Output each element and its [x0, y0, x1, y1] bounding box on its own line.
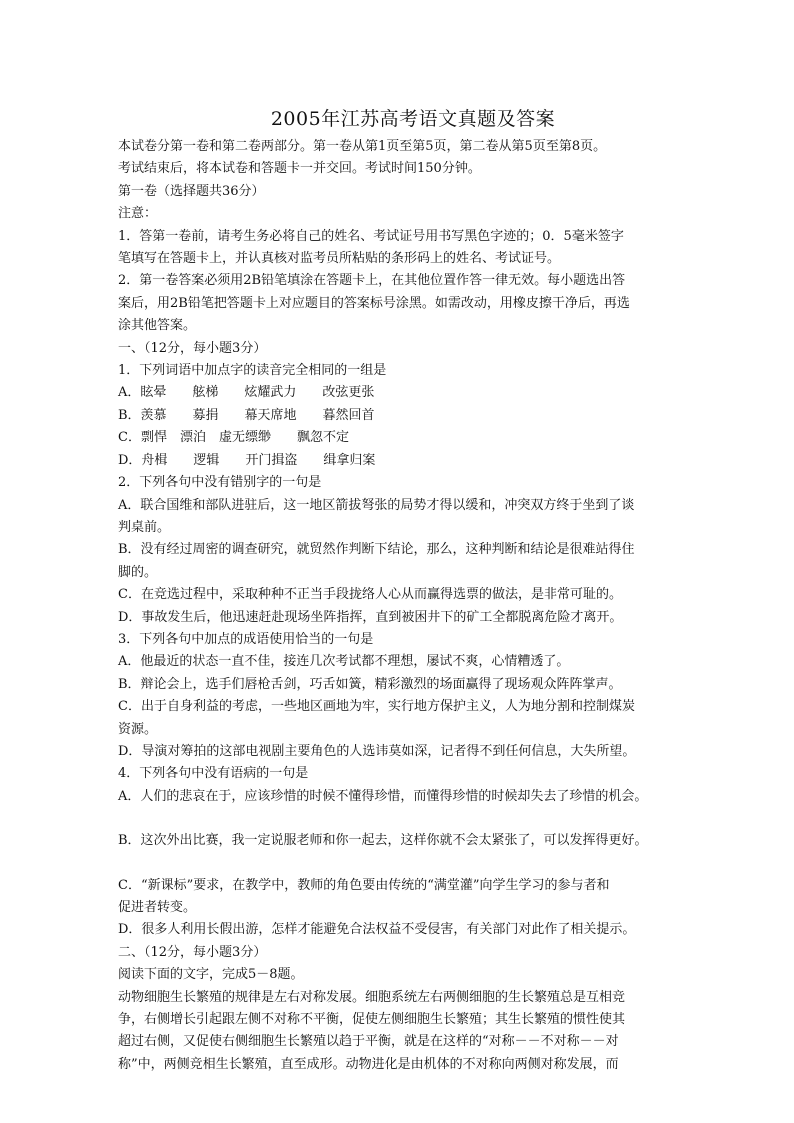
text-line: 超过右侧，又促使右侧细胞生长繁殖以趋于平衡，就是在这样的“对称－－不对称－－对 — [118, 1034, 619, 1050]
text-line: 2．第一卷答案必须用2B铅笔填涂在答题卡上，在其他位置作答一律无效。每小题选出答 — [118, 273, 626, 289]
text-line: 脚的。 — [118, 564, 158, 580]
text-line: A．他最近的状态一直不佳，接连几次考试都不理想，屡试不爽，心情糟透了。 — [118, 654, 570, 670]
text-line: 判桌前。 — [118, 519, 171, 535]
text-line: 3．下列各句中加点的成语使用恰当的一句是 — [118, 631, 374, 647]
text-line: 本试卷分第一卷和第二卷两部分。第一卷从第1页至第5页，第二卷从第5页至第8页。 — [118, 139, 607, 154]
text-line: 资源。 — [118, 721, 158, 737]
text-line: B．辩论会上，选手们唇枪舌剑，巧舌如簧，精彩激烈的场面赢得了现场观众阵阵掌声。 — [118, 676, 622, 692]
text-line: 争，右侧增长引起跟左侧不对称不平衡，促使左侧细胞生长繁殖；其生长繁殖的惯性使其 — [118, 1012, 626, 1028]
text-line: 称”中，两侧竞相生长繁殖，直至成形。动物进化是由机体的不对称向两侧对称发展，而 — [118, 1056, 619, 1072]
text-line: 第一卷（选择题共36分） — [118, 183, 265, 199]
text-line: 笔填写在答题卡上，并认真核对监考员所粘贴的条形码上的姓名、考试证号。 — [118, 251, 561, 267]
text-line: C．出于自身利益的考虑，一些地区画地为牢，实行地方保护主义，人为地分割和控制煤炭 — [118, 699, 635, 715]
text-line: 二、（12分，每小题3分） — [118, 944, 267, 960]
text-line: 一、（12分，每小题3分） — [118, 340, 267, 356]
text-line: 1．答第一卷前，请考生务必将自己的姓名、考试证号用书写黑色字迹的；0．5毫米签字 — [118, 228, 624, 244]
text-line: 1．下列词语中加点字的读音完全相同的一组是 — [118, 363, 387, 379]
text-line: 涂其他答案。 — [118, 318, 197, 334]
text-line: D．导演对筹拍的这部电视剧主要角色的人选讳莫如深，记者得不到任何信息，大失所望。 — [118, 743, 636, 759]
document-body — [118, 136, 708, 1076]
text-line — [118, 808, 708, 830]
text-line: 促进者转变。 — [118, 900, 197, 915]
text-line: 动物细胞生长繁殖的规律是左右对称发展。细胞系统左右两侧细胞的生长繁殖总是互相竞 — [118, 989, 626, 1005]
text-line: B．这次外出比赛，我一定说服老师和你一起去，这样你就不会太紧张了，可以发挥得更好。 — [118, 833, 648, 849]
text-line: D．很多人利用长假出游，怎样才能避免合法权益不受侵害，有关部门对此作了相关提示。 — [118, 922, 636, 938]
text-line: D．事故发生后，他迅速赶赴现场坐阵指挥，直到被困井下的矿工全都脱离危险才离开。 — [118, 609, 623, 625]
text-line: A．联合国维和部队进驻后，这一地区箭拔弩张的局势才得以缓和，冲突双方终于坐到了谈 — [118, 497, 635, 513]
text-line: B．羡慕 募捐 幕天席地 暮然回首 — [118, 407, 375, 423]
text-line: 注意： — [118, 206, 158, 222]
text-line: D．舟楫 逻辑 开门揖盗 缉拿归案 — [118, 452, 376, 468]
document-page — [118, 104, 708, 1076]
text-line: 考试结束后，将本试卷和答题卡一并交回。考试时间150分钟。 — [118, 161, 481, 177]
text-line: A．人们的悲哀在于，应该珍惜的时候不懂得珍惜，而懂得珍惜的时候却失去了珍惜的机会。 — [118, 788, 648, 804]
text-line: A．眩晕 舷梯 炫耀武力 改弦更张 — [118, 385, 375, 401]
text-line — [118, 853, 708, 875]
text-line: 案后，用2B铅笔把答题卡上对应题目的答案标号涂黑。如需改动，用橡皮擦干净后，再选 — [118, 295, 630, 311]
text-line: C．在竞选过程中，采取种种不正当手段拢络人心从而赢得选票的做法，是非常可耻的。 — [118, 587, 622, 603]
text-line: B．没有经过周密的调查研究，就贸然作判断下结论，那么，这种判断和结论是很难站得住 — [118, 542, 635, 558]
text-line: 阅读下面的文字，完成5－8题。 — [118, 967, 304, 983]
text-line: C．剽悍 漂泊 虚无缥缈 飘忽不定 — [118, 430, 349, 446]
text-line: 2．下列各句中没有错别字的一句是 — [118, 475, 322, 491]
document-title: 2005年江苏高考语文真题及答案 — [270, 108, 556, 130]
text-line: C．“新课标”要求，在教学中，教师的角色要由传统的“满堂灌”向学生学习的参与者和 — [118, 877, 610, 893]
text-line: 4．下列各句中没有语病的一句是 — [118, 766, 309, 782]
